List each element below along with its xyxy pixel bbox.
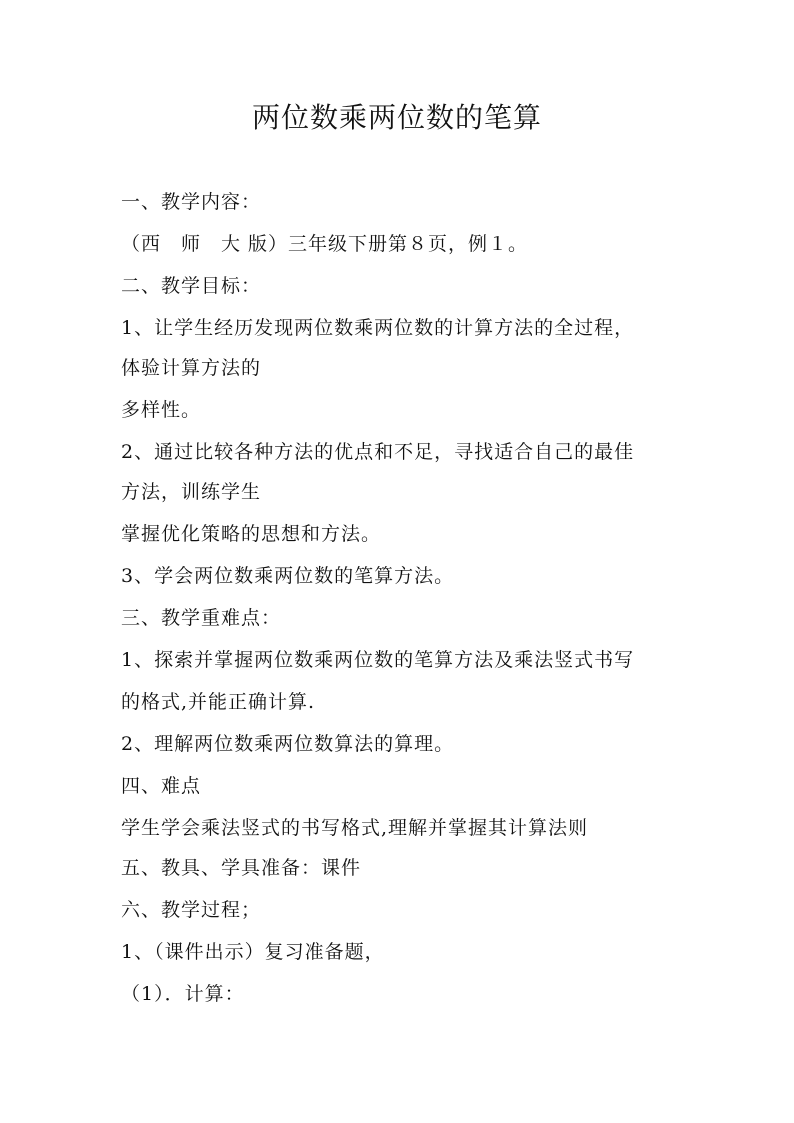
goal-1-line-2: 体验计算方法的 (121, 357, 262, 379)
heading-difficulty: 四、难点 (121, 775, 202, 797)
process-step-1-calc: （1）．计算： (121, 983, 245, 1005)
goal-1-line-1: 1、让学生经历发现两位数乘两位数的计算方法的全过程， (121, 317, 635, 339)
goal-2-line-1: 2、通过比较各种方法的优点和不足，寻找适合自己的最佳 (121, 441, 635, 463)
goal-3: 3、学会两位数乘两位数的笔算方法。 (121, 565, 455, 587)
goal-2-line-3: 掌握优化策略的思想和方法。 (121, 523, 382, 545)
key-point-1-line-2: 的格式,并能正确计算. (121, 691, 316, 713)
heading-key-difficulties: 三、教学重难点： (121, 607, 282, 629)
heading-teaching-goals: 二、教学目标： (121, 275, 262, 297)
goal-1-line-3: 多样性。 (121, 399, 202, 421)
key-point-2: 2、理解两位数乘两位数算法的算理。 (121, 733, 455, 755)
textbook-reference: （西 师 大 版）三年级下册第８页，例１。 (121, 233, 529, 255)
heading-teaching-process: 六、教学过程； (121, 899, 262, 921)
key-point-1-line-1: 1、探索并掌握两位数乘两位数的笔算方法及乘法竖式书写 (121, 649, 635, 671)
heading-teaching-content: 一、教学内容： (121, 191, 262, 213)
goal-2-line-2: 方法，训练学生 (121, 481, 262, 503)
document-title: 两位数乘两位数的笔算 (251, 101, 542, 134)
heading-teaching-aids: 五、教具、学具准备：课件 (121, 857, 362, 879)
difficulty-text: 学生学会乘法竖式的书写格式,理解并掌握其计算法则 (121, 817, 589, 839)
process-step-1: 1、（课件出示）复习准备题， (121, 941, 385, 963)
